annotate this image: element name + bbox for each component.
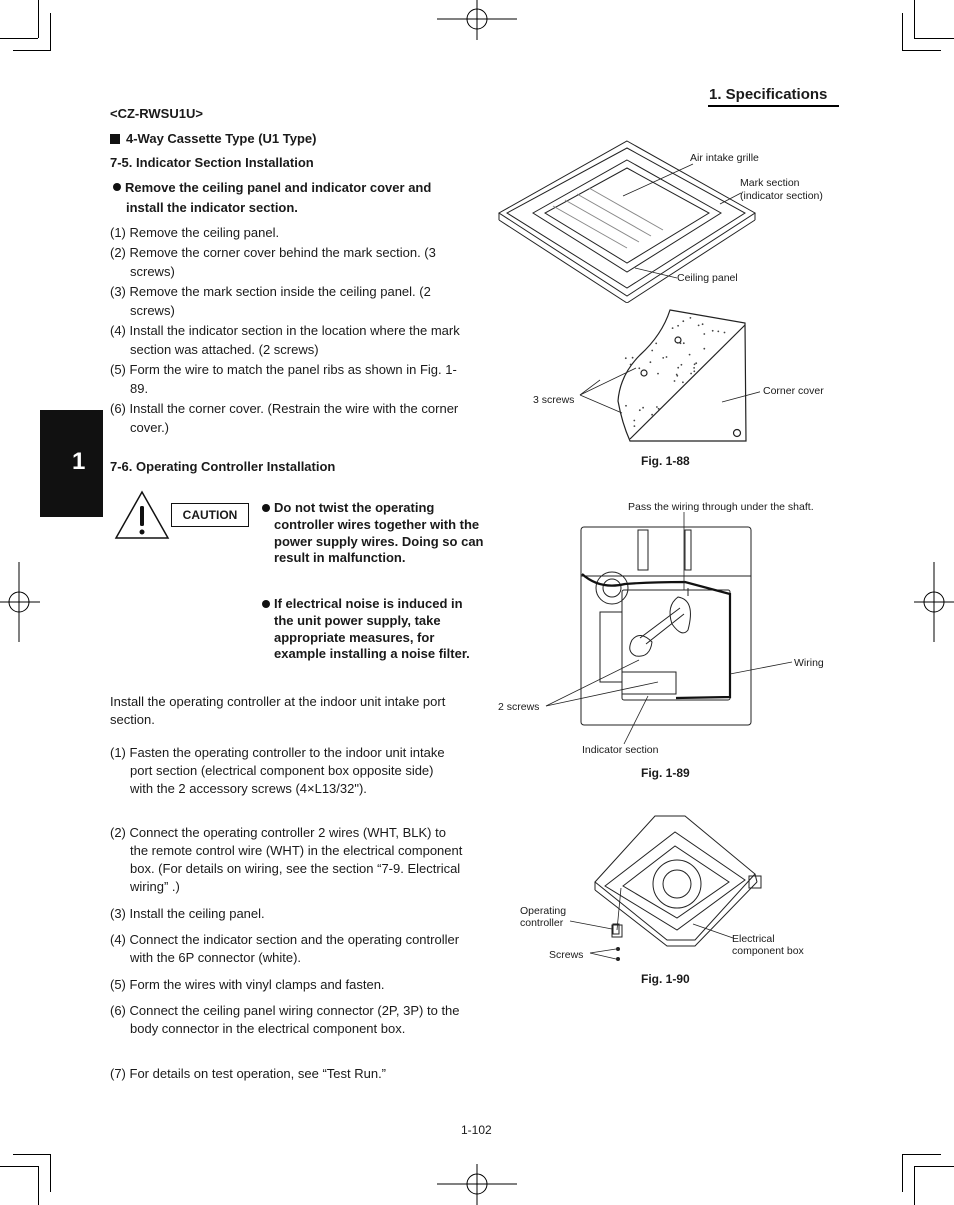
- texture-dot: [702, 323, 704, 325]
- page-number: 1-102: [461, 1123, 492, 1137]
- registration-mark-right: [914, 562, 954, 642]
- texture-dot: [666, 356, 668, 358]
- texture-dot: [724, 332, 726, 334]
- bullet-icon: [113, 183, 121, 191]
- caution-label: CAUTION: [171, 503, 249, 527]
- texture-dot: [712, 330, 714, 332]
- texture-dot: [703, 333, 705, 335]
- registration-mark-top: [437, 0, 517, 44]
- label-mark-section: Mark section: [740, 177, 800, 189]
- header-rule: [708, 105, 839, 107]
- bullet-line-1: Remove the ceiling panel and indicator cover and: [125, 180, 432, 195]
- texture-dot: [717, 331, 719, 333]
- label-electrical-box-2: component box: [732, 945, 804, 957]
- unit-type: [110, 131, 316, 146]
- label-indicator-section: Indicator section: [582, 744, 659, 756]
- texture-dot: [677, 342, 679, 344]
- caution-bullet-1-text: Do not twist the operating controller wires together with the power supply wires. Doing so can result in malfunction.: [274, 500, 484, 566]
- bullet-icon: [262, 504, 270, 512]
- label-screws: Screws: [549, 949, 584, 961]
- step-7-6-4: (4) Connect the indicator section and the operating controller with the 6P connector (white).: [110, 932, 460, 965]
- texture-dot: [690, 373, 692, 375]
- label-2-screws: 2 screws: [498, 701, 540, 713]
- label-operating-controller: Operating: [520, 905, 567, 917]
- section-tab-number: 1: [72, 448, 86, 475]
- texture-dot: [674, 380, 676, 382]
- step-7-6-3: (3) Install the ceiling panel.: [110, 906, 265, 921]
- section-7-5-bullet-line2: install the indicator section.: [126, 200, 298, 215]
- texture-dot: [656, 406, 658, 408]
- step-7-6-5: (5) Form the wires with vinyl clamps and fasten.: [110, 977, 385, 992]
- step-7-5-3: (3) Remove the mark section inside the ceiling panel. (2 screws): [110, 284, 431, 318]
- step-7-5-1: (1) Remove the ceiling panel.: [110, 225, 280, 240]
- caution-bullet-2-text: If electrical noise is induced in the unit power supply, take appropriate measures, for example installing a noise filter.: [274, 596, 470, 662]
- step-7-5-6: (6) Install the corner cover. (Restrain the wire with the corner cover.): [110, 401, 459, 435]
- step-7-6-2: (2) Connect the operating controller 2 wires (WHT, BLK) to the remote control wire (WHT) in the electrical component box. (For details on wiring, see the section “7-9. Electrical wiring” .): [110, 825, 463, 894]
- fig88-screw-leaders: [570, 350, 650, 420]
- registration-mark-left: [0, 562, 40, 642]
- section-7-6-title: 7-6. Operating Controller Installation: [110, 459, 336, 474]
- page-header-title: 1. Specifications: [709, 86, 828, 103]
- texture-dot: [651, 414, 653, 416]
- step-7-6-6: (6) Connect the ceiling panel wiring connector (2P, 3P) to the body connector in the electrical component box.: [110, 1003, 460, 1036]
- texture-dot: [672, 327, 674, 329]
- texture-dot: [681, 364, 683, 366]
- section-7-5-title: 7-5. Indicator Section Installation: [110, 155, 314, 170]
- texture-dot: [662, 357, 664, 359]
- fig89-leader-lines: [540, 640, 810, 750]
- step-7-6-7: (7) For details on test operation, see “Test Run.”: [110, 1066, 387, 1081]
- section-7-6-intro: Install the operating controller at the indoor unit intake port section.: [110, 694, 446, 727]
- texture-dot: [657, 373, 659, 375]
- step-7-6-1: (1) Fasten the operating controller to the indoor unit intake port section (electrical component box opposite side) with the 2 accessory screws (4×L13/32").: [110, 745, 445, 796]
- label-mark-section-sub: (indicator section): [740, 190, 823, 202]
- texture-dot: [695, 362, 697, 364]
- label-electrical-box: Electrical: [732, 933, 775, 945]
- texture-dot: [676, 374, 678, 376]
- texture-dot: [655, 343, 657, 345]
- label-operating-controller-2: controller: [520, 917, 564, 929]
- texture-dot: [693, 370, 695, 372]
- texture-dot: [634, 425, 636, 427]
- texture-dot: [698, 325, 700, 327]
- texture-dot: [690, 317, 692, 319]
- label-ceiling-panel: Ceiling panel: [677, 272, 738, 284]
- label-wiring: Wiring: [794, 657, 824, 669]
- texture-dot: [677, 367, 679, 369]
- square-bullet-icon: [110, 134, 120, 144]
- label-air-intake-grille: Air intake grille: [690, 152, 759, 164]
- step-7-5-5: (5) Form the wire to match the panel ribs as shown in Fig. 1-89.: [110, 362, 457, 396]
- caution-bullet-2: [262, 596, 484, 663]
- model-number: <CZ-RWSU1U>: [110, 106, 203, 121]
- texture-dot: [689, 354, 691, 356]
- texture-dot: [651, 350, 653, 352]
- unit-type-text: 4-Way Cassette Type (U1 Type): [126, 131, 317, 146]
- fig-1-89-caption: Fig. 1-89: [641, 766, 690, 780]
- texture-dot: [682, 381, 684, 383]
- texture-dot: [682, 320, 684, 322]
- fig-1-90-caption: Fig. 1-90: [641, 972, 690, 986]
- fig-1-88-caption: Fig. 1-88: [641, 454, 690, 468]
- step-7-5-2: (2) Remove the corner cover behind the mark section. (3 screws): [110, 245, 436, 279]
- texture-dot: [703, 348, 705, 350]
- texture-dot: [683, 342, 685, 344]
- section-tab: [40, 410, 103, 517]
- bullet-icon: [262, 600, 270, 608]
- label-pass-wiring: Pass the wiring through under the shaft.: [628, 501, 814, 513]
- label-corner-cover: Corner cover: [763, 385, 824, 397]
- label-3-screws: 3 screws: [533, 394, 575, 406]
- warning-triangle-icon: [114, 490, 170, 540]
- registration-mark-bottom: [437, 1162, 517, 1205]
- section-7-5-bullet: [113, 178, 431, 198]
- texture-dot: [658, 408, 660, 410]
- texture-dot: [677, 325, 679, 327]
- texture-dot: [693, 367, 695, 369]
- caution-bullet-1: [262, 500, 484, 567]
- step-7-5-4: (4) Install the indicator section in the location where the mark section was attached. (2 screws): [110, 323, 460, 357]
- texture-dot: [680, 342, 682, 344]
- texture-dot: [694, 363, 696, 365]
